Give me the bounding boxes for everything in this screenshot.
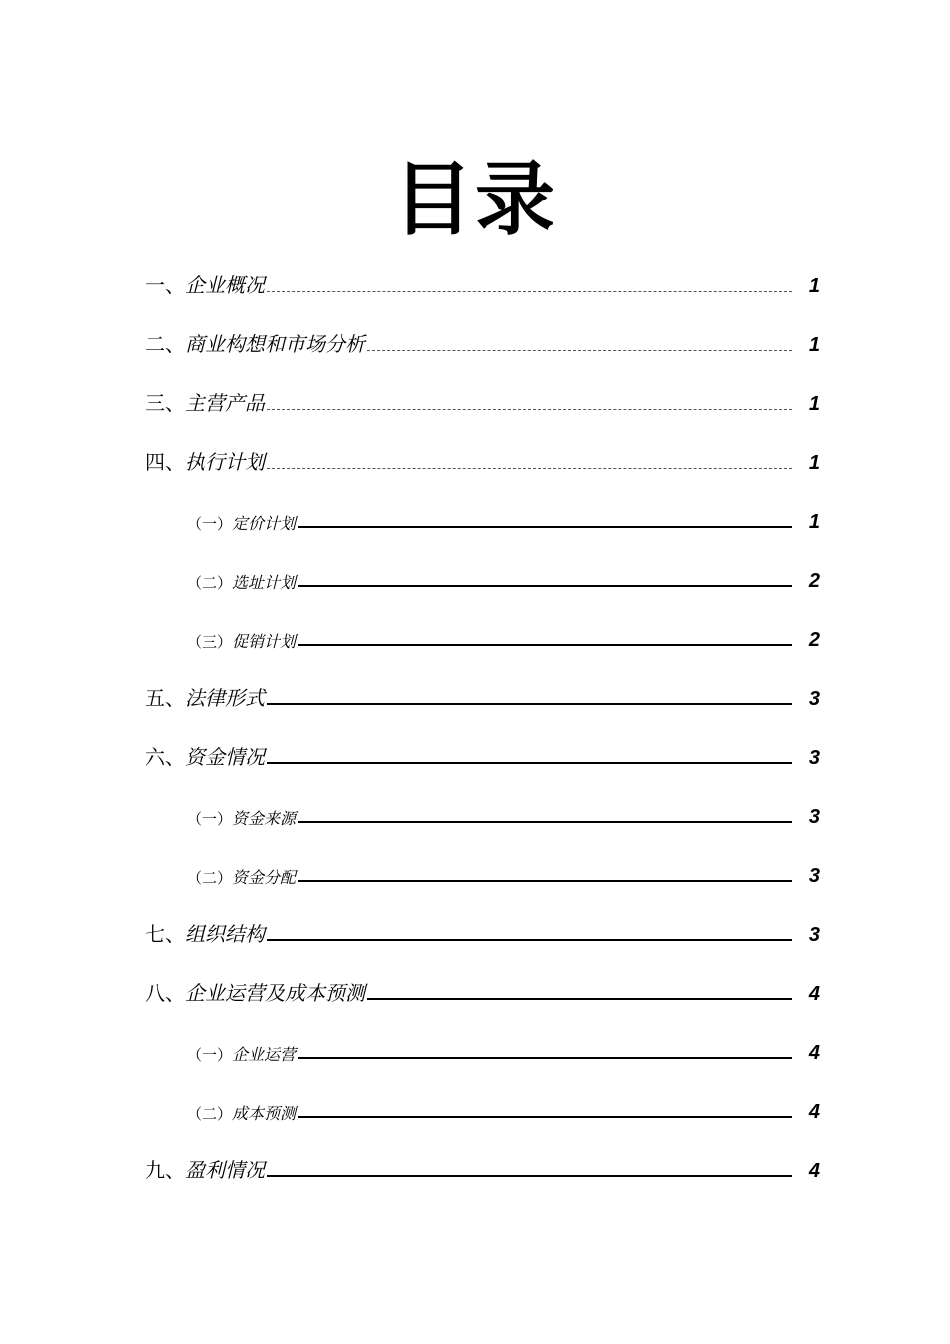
toc-entry-title[interactable]: 盈利情况 [185,1158,265,1182]
toc-entry-title[interactable]: 成本预测 [232,1104,297,1123]
toc-entry[interactable] [145,327,820,357]
toc-entry-title[interactable]: 企业运营 [232,1045,297,1064]
toc-page-number[interactable]: 2 [808,570,820,592]
toc-entry-title[interactable]: 资金来源 [232,809,297,828]
toc-entry-title[interactable]: 企业运营及成本预测 [185,981,365,1005]
toc-entry[interactable] [145,740,820,770]
toc-entry-number: 二、 [145,332,185,356]
page-title: 目录 [393,153,557,246]
toc-leader-line [267,703,792,705]
toc-page-number[interactable]: 4 [808,983,820,1005]
toc-page-number[interactable]: 3 [808,865,820,887]
toc-leader-line [367,350,792,351]
toc-page-number[interactable]: 1 [808,334,820,356]
toc-entry[interactable] [187,1094,820,1124]
toc-entry-number: （二） [187,1105,233,1123]
toc-entry-number: （二） [187,869,233,887]
toc-leader-line [267,468,792,469]
toc-entry-number: 九、 [145,1158,185,1182]
toc-page-number[interactable]: 3 [808,924,820,946]
toc-entry-title[interactable]: 选址计划 [232,573,297,592]
toc-entry-number: （一） [187,515,233,533]
toc-entry-title[interactable]: 定价计划 [232,514,297,533]
toc-page-number[interactable]: 3 [808,747,820,769]
toc-leader-line [298,1057,792,1059]
toc-entry-title[interactable]: 主营产品 [185,391,265,415]
toc-entry[interactable] [145,445,820,475]
toc-entry[interactable] [145,917,820,947]
toc-page-number[interactable]: 1 [808,393,820,415]
toc-page-number[interactable]: 1 [808,275,820,297]
toc-leader-line [298,644,792,646]
toc-entry[interactable] [187,1035,820,1065]
toc-entry-number: （一） [187,1046,233,1064]
toc-entry-title[interactable]: 组织结构 [185,922,265,946]
toc-page-number[interactable]: 4 [808,1042,820,1064]
toc-page-number[interactable]: 1 [808,452,820,474]
toc-leader-line [298,821,792,823]
toc-entry[interactable] [187,563,820,593]
toc-leader-line [267,291,792,292]
toc-leader-line [267,409,792,410]
toc-leader-line [267,1175,792,1177]
toc-entry[interactable] [187,504,820,534]
toc-page-number[interactable]: 3 [808,806,820,828]
toc-entry-number: （一） [187,810,233,828]
toc-entry[interactable] [145,268,820,298]
toc-leader-line [298,526,792,528]
toc-entry[interactable] [187,622,820,652]
toc-entry-number: 四、 [145,450,185,474]
toc-entry-title[interactable]: 执行计划 [185,450,265,474]
toc-entry[interactable] [187,858,820,888]
toc-entry-number: （三） [187,633,233,651]
toc-leader-line [267,939,792,941]
toc-leader-line [298,1116,792,1118]
toc-entry-title[interactable]: 资金分配 [232,868,297,887]
toc-entry-number: 八、 [145,981,185,1005]
toc-entry[interactable] [145,976,820,1006]
toc-entry-number: 一、 [145,273,185,297]
toc-page-number[interactable]: 2 [808,629,820,651]
toc-entry-number: 六、 [145,745,185,769]
toc-page-number[interactable]: 3 [808,688,820,710]
toc-entry-title[interactable]: 法律形式 [185,686,265,710]
toc-entry-number: 七、 [145,922,185,946]
toc-leader-line [298,585,792,587]
toc-leader-line [267,762,792,764]
toc-entry-number: （二） [187,574,233,592]
toc-page-number[interactable]: 4 [808,1101,820,1123]
toc-entry-title[interactable]: 商业构想和市场分析 [185,332,365,356]
toc-entry-title[interactable]: 资金情况 [185,745,265,769]
toc-entry-title[interactable]: 促销计划 [232,632,297,651]
toc-page-number[interactable]: 1 [808,511,820,533]
toc-leader-line [298,880,792,882]
toc-entry[interactable] [187,799,820,829]
toc-entry-number: 五、 [145,686,185,710]
toc-entry[interactable] [145,386,820,416]
toc-entry[interactable] [145,681,820,711]
toc-leader-line [367,998,792,1000]
toc-entry[interactable] [145,1153,820,1183]
toc-entry-number: 三、 [145,391,185,415]
toc-page-number[interactable]: 4 [808,1160,820,1182]
toc-entry-title[interactable]: 企业概况 [185,273,265,297]
